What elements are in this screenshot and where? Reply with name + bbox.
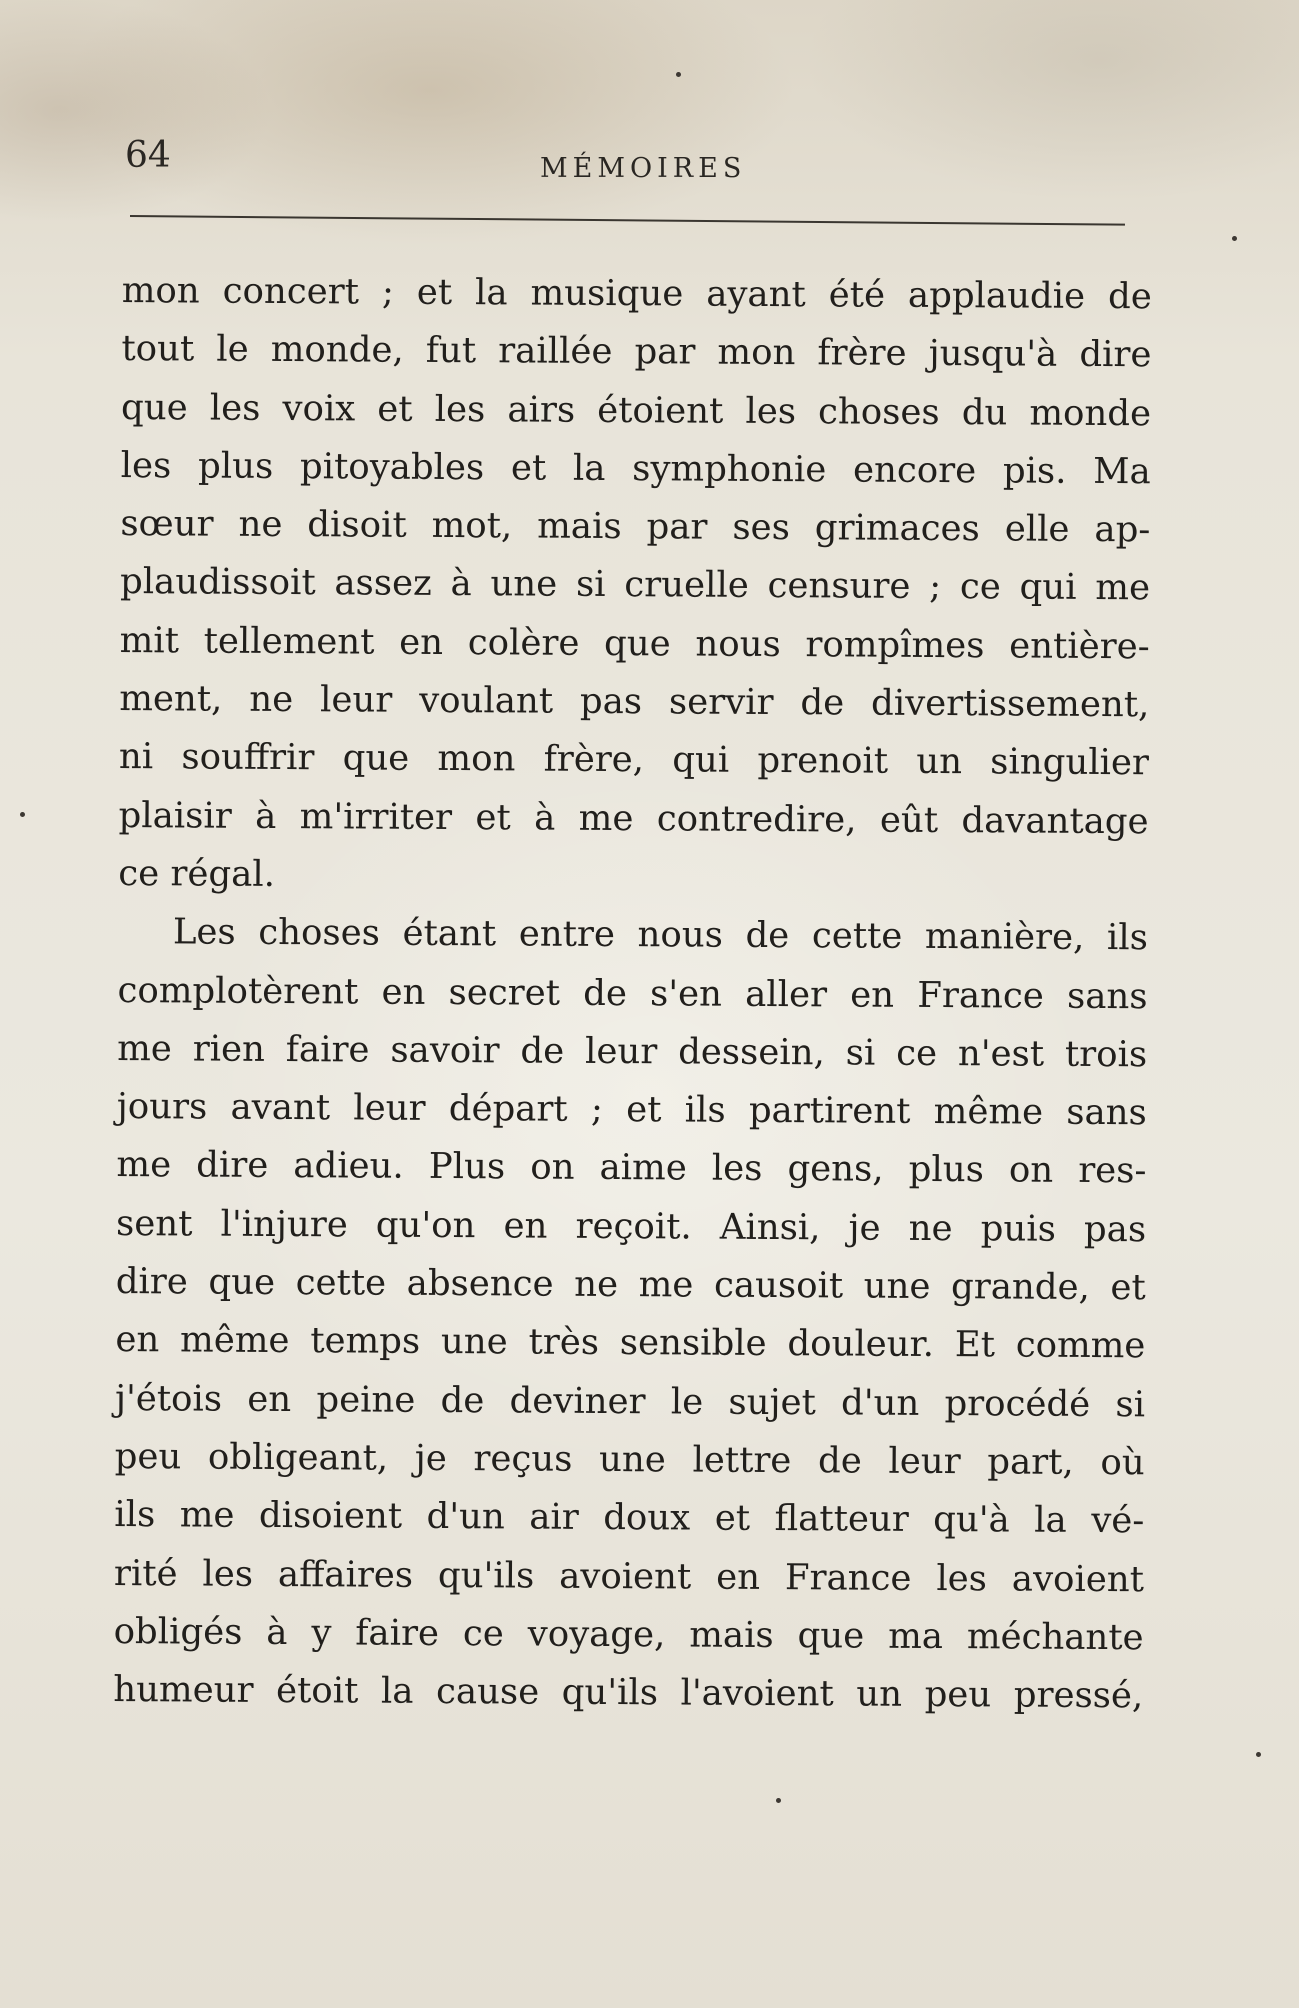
paper-speck (676, 72, 681, 77)
text-line: sœur ne disoit mot, mais par ses grimaces elle ap- (120, 503, 1151, 551)
body-text (113, 262, 1152, 1726)
text-line: que les voix et les airs étoient les choses du monde (120, 386, 1152, 434)
text-line: mit tellement en colère que nous rompîmes entière- (119, 619, 1150, 668)
text-line: Les choses étant entre nous de cette manière, ils (172, 911, 1149, 959)
text-line: ce régal. (118, 852, 276, 895)
text-line: plaisir à m'irriter et à me contredire, eût davantage (118, 794, 1149, 842)
text-line: jours avant leur départ ; et ils partirent même sans (116, 1086, 1147, 1134)
paper-speck (776, 1798, 781, 1803)
text-line: complotèrent en secret de s'en aller en France sans (117, 969, 1148, 1017)
page-number: 64 (125, 135, 171, 176)
text-line: ils me disoient d'un air doux et flatteur qu'à la vé- (114, 1494, 1145, 1542)
paper-speck (1256, 1752, 1261, 1757)
text-line: me dire adieu. Plus on aime les gens, plus on res- (116, 1144, 1147, 1192)
running-head (125, 135, 1125, 195)
running-title: MÉMOIRES (540, 153, 747, 184)
paper-speck (20, 812, 25, 817)
text-line: les plus pitoyables et la symphonie encore pis. Ma (120, 444, 1151, 493)
text-line: me rien faire savoir de leur dessein, si ce n'est trois (117, 1027, 1148, 1076)
text-line: humeur étoit la cause qu'ils l'avoient un peu pressé, (113, 1669, 1144, 1717)
text-line: plaudissoit assez à une si cruelle censure ; ce qui me (119, 561, 1151, 609)
header-rule (130, 215, 1125, 226)
text-line: tout le monde, fut raillée par mon frère jusqu'à dire (121, 328, 1152, 376)
text-line: peu obligeant, je reçus une lettre de leur part, où (114, 1435, 1145, 1484)
text-line: ment, ne leur voulant pas servir de divertissement, (119, 678, 1150, 726)
text-line: obligés à y faire ce voyage, mais que ma méchante (113, 1610, 1144, 1659)
text-line: dire que cette absence ne me causoit une grande, et (115, 1261, 1146, 1309)
text-line: en même temps une très sensible douleur. Et comme (115, 1319, 1146, 1367)
text-line: j'étois en peine de deviner le sujet d'un procédé si (114, 1377, 1146, 1425)
text-line: mon concert ; et la musique ayant été applaudie de (121, 269, 1152, 318)
text-line: sent l'injure qu'on en reçoit. Ainsi, je ne puis pas (116, 1202, 1147, 1251)
text-line: ni souffrir que mon frère, qui prenoit un singulier (118, 736, 1150, 784)
paper-speck (1232, 236, 1237, 241)
text-line: rité les affaires qu'ils avoient en France les avoient (113, 1552, 1145, 1600)
